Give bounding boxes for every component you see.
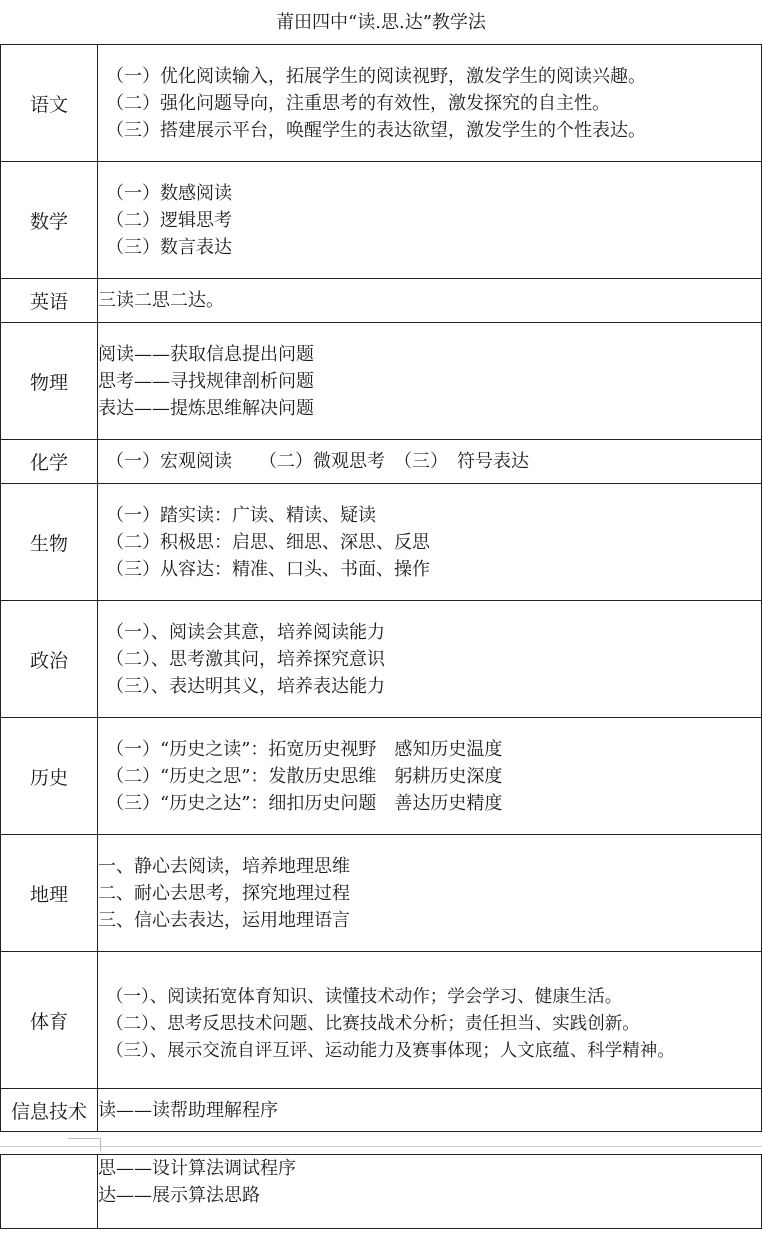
content-line: （三）、展示交流自评互评、运动能力及赛事体现；人文底蕴、科学精神。 — [106, 1040, 675, 1061]
content-line: 三读二思二达。 — [98, 290, 224, 311]
content-line: 一、静心去阅读，培养地理思维 — [98, 855, 350, 877]
content-cell — [98, 45, 762, 162]
content-line: （三）数言表达 — [106, 236, 232, 258]
subject-cell: 英语 — [1, 279, 98, 323]
content-line: （一）“历史之读”：拓宽历史视野 感知历史温度 — [106, 738, 503, 760]
content-line: （一）宏观阅读 （二）微观思考 （三） 符号表达 — [106, 451, 529, 472]
subject-cell: 历史 — [1, 718, 98, 835]
subject-cell: 信息技术 — [1, 1089, 98, 1132]
content-line: 表达——提炼思维解决问题 — [98, 397, 314, 419]
subject-cell: 政治 — [1, 601, 98, 718]
subject-cell: 物理 — [1, 323, 98, 440]
content-line: 读——读帮助理解程序 — [98, 1099, 278, 1121]
content-line: （二）、思考反思技术问题、比赛技战术分析；责任担当、实践创新。 — [106, 1013, 640, 1034]
subject-cell — [1, 1155, 98, 1229]
content-line: 思考——寻找规律剖析问题 — [98, 370, 314, 392]
content-line: （三）、表达明其义，培养表达能力 — [106, 675, 385, 697]
method-table — [0, 44, 762, 1132]
content-cell — [98, 835, 762, 952]
subject-cell: 化学 — [1, 440, 98, 484]
content-line: 三、信心去表达，运用地理语言 — [98, 909, 350, 931]
content-cell — [98, 718, 762, 835]
subject-cell: 地理 — [1, 835, 98, 952]
content-line: （三）搭建展示平台，唤醒学生的表达欲望，激发学生的个性表达。 — [106, 119, 646, 141]
table-row — [1, 162, 762, 279]
content-cell — [98, 279, 762, 323]
table-row — [1, 601, 762, 718]
content-cell — [98, 601, 762, 718]
page-break — [0, 1132, 762, 1154]
table-row — [1, 1089, 762, 1132]
table-row — [1, 45, 762, 162]
content-line: 思——设计算法调试程序 — [98, 1158, 296, 1179]
content-line: 阅读——获取信息提出问题 — [98, 343, 314, 365]
content-line: （一）踏实读：广读、精读、疑读 — [106, 504, 376, 526]
content-cell — [98, 484, 762, 601]
table-row — [1, 440, 762, 484]
content-line: （二）积极思：启思、细思、深思、反思 — [106, 531, 430, 553]
table-row — [1, 835, 762, 952]
content-cell — [98, 323, 762, 440]
content-cell — [98, 440, 762, 484]
table-row — [1, 279, 762, 323]
content-line: （一）、阅读会其意，培养阅读能力 — [106, 621, 385, 643]
document-title: 莆田四中“读.思.达”教学法 — [276, 12, 486, 33]
subject-cell: 数学 — [1, 162, 98, 279]
page-corner-mark — [68, 1138, 101, 1151]
content-line: （一）、阅读拓宽体育知识、读懂技术动作；学会学习、健康生活。 — [106, 986, 623, 1007]
page-break-rule — [0, 1146, 762, 1147]
content-cell — [98, 1155, 762, 1229]
content-cell — [98, 1089, 762, 1132]
method-table-continuation — [0, 1154, 762, 1229]
content-line: （二）强化问题导向，注重思考的有效性，激发探究的自主性。 — [106, 92, 610, 114]
content-line: （二）“历史之思”：发散历史思维 躬耕历史深度 — [106, 765, 503, 787]
content-line: （三）从容达：精准、口头、书面、操作 — [106, 558, 430, 580]
content-line: （二）、思考激其问，培养探究意识 — [106, 648, 385, 670]
content-line: （二）逻辑思考 — [106, 209, 232, 231]
content-line: 二、耐心去思考，探究地理过程 — [98, 882, 350, 904]
table-row — [1, 718, 762, 835]
content-line: （三）“历史之达”：细扣历史问题 善达历史精度 — [106, 792, 503, 814]
content-line: （一）优化阅读输入，拓展学生的阅读视野，激发学生的阅读兴趣。 — [106, 65, 646, 87]
content-line: （一）数感阅读 — [106, 182, 232, 204]
subject-cell: 体育 — [1, 952, 98, 1089]
table-row — [1, 484, 762, 601]
subject-cell: 生物 — [1, 484, 98, 601]
subject-cell: 语文 — [1, 45, 98, 162]
content-line: 达——展示算法思路 — [98, 1185, 260, 1206]
content-cell — [98, 952, 762, 1089]
table-row — [1, 323, 762, 440]
table-row — [1, 952, 762, 1089]
content-cell — [98, 162, 762, 279]
table-row — [1, 1155, 762, 1229]
